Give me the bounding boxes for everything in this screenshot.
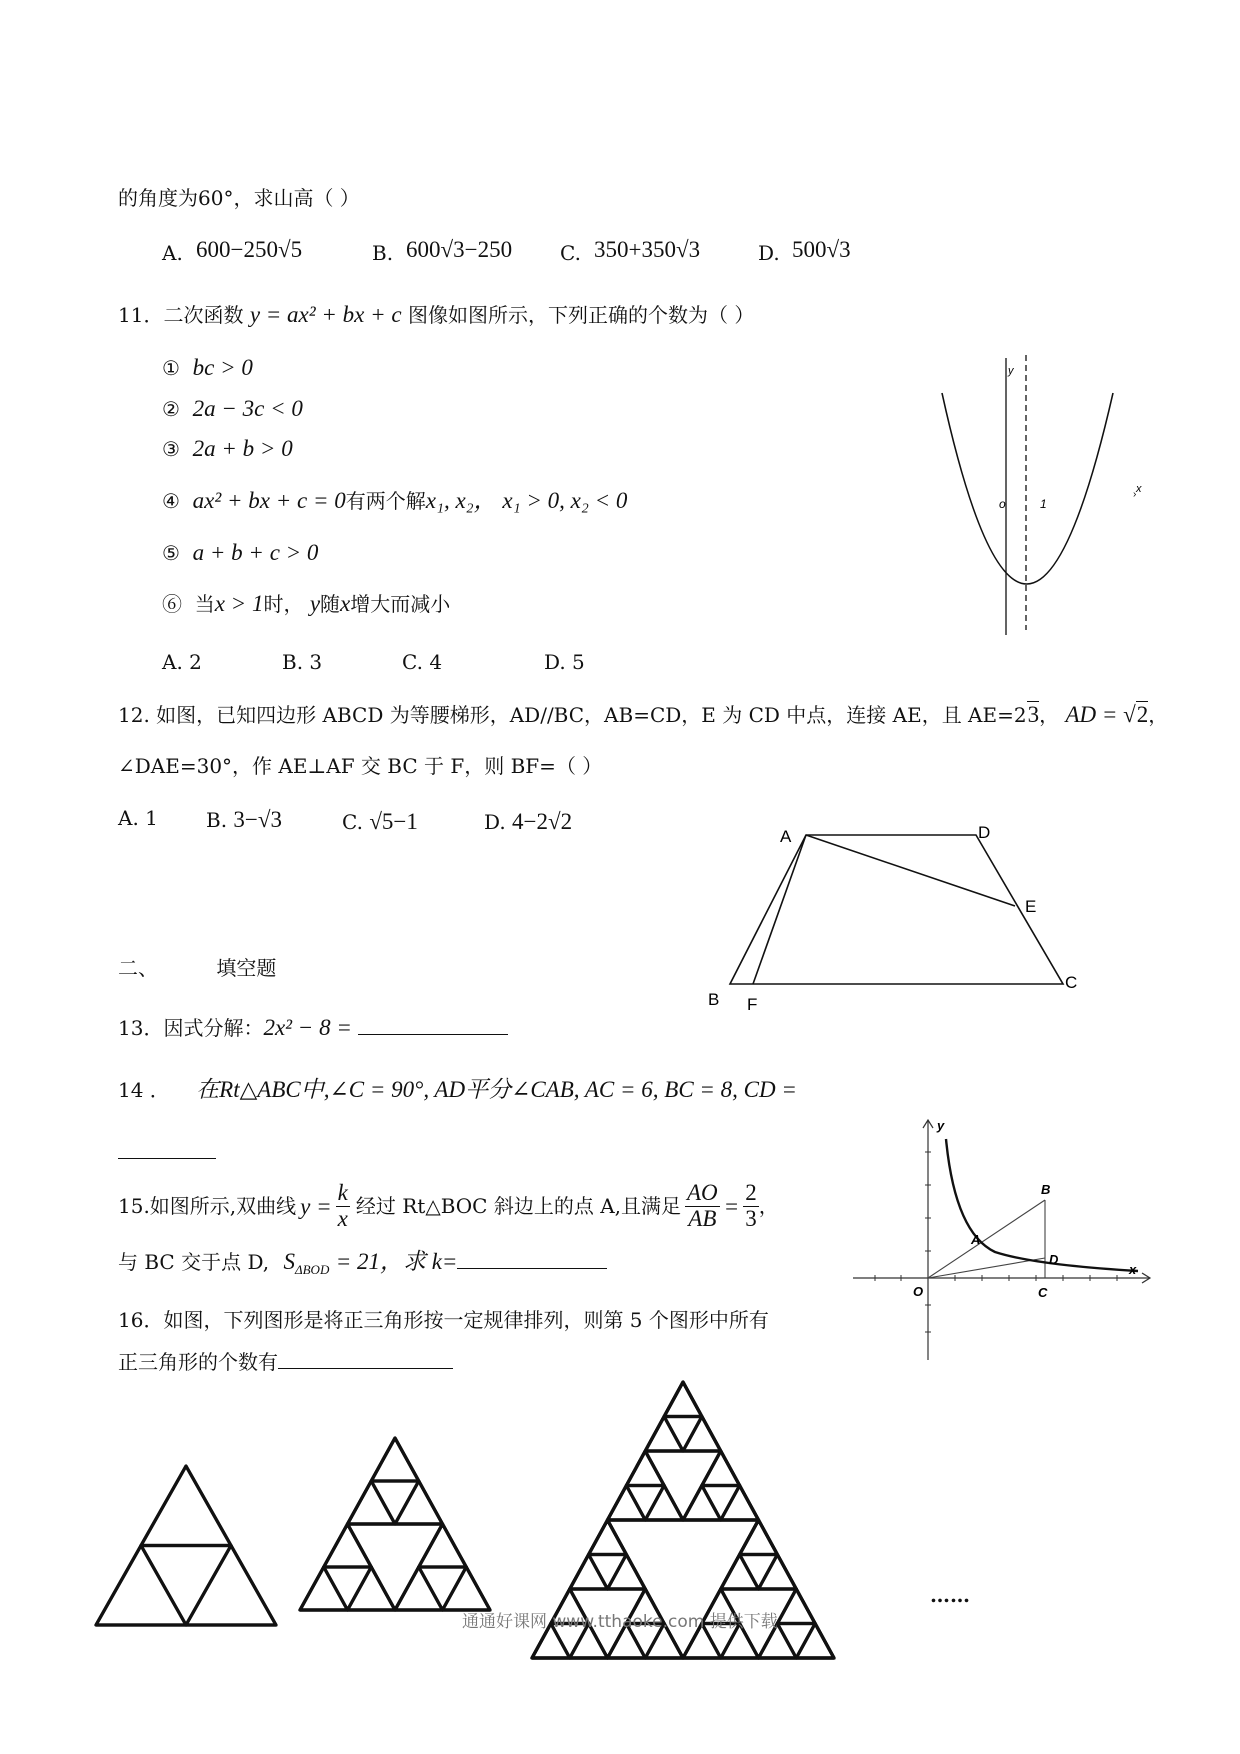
x-arrow-glyph: › (1133, 489, 1137, 500)
option-value: 5 (572, 650, 585, 674)
triangle-outline (348, 1567, 396, 1610)
point-d-label: D (978, 823, 991, 842)
frac-numerator: AO (687, 1180, 718, 1206)
item-mark: ③ (162, 437, 180, 461)
item-text: 有两个解 (345, 489, 426, 513)
section-number: 二、 (118, 956, 158, 980)
triangle-outline (664, 1382, 702, 1417)
frac-numerator: k (337, 1180, 348, 1206)
point-f-label: F (747, 995, 758, 1014)
q15-mid-text: 经过 Rt△BOC 斜边上的点 A,且满足 (355, 1194, 681, 1218)
triangle-outline (740, 1555, 778, 1590)
item-text-4: 增大而减小 (350, 592, 451, 616)
triangle-outline (626, 1486, 664, 1521)
q11-func: y = ax² + bx + c (249, 302, 402, 327)
q10-option-c-expr: 350+350√3 (594, 237, 701, 262)
point-d-label: D (1049, 1252, 1059, 1267)
triangle-outline (570, 1555, 608, 1590)
origin-label: o (999, 497, 1006, 511)
triangle-outline (683, 1417, 721, 1452)
point-a-label: A (971, 1232, 981, 1247)
triangle-outline (645, 1417, 683, 1452)
q10-option-a-label: A. (162, 241, 183, 265)
item-mark: ④ (162, 489, 180, 513)
triangle-outline (608, 1486, 646, 1521)
x-label: x (1129, 1262, 1137, 1277)
q10-stem-tail: 的角度为60°，求山高（ ） (118, 186, 360, 210)
triangle-outline (721, 1486, 759, 1521)
q10-option-d-label: D. (758, 241, 780, 265)
q12-line1-text: 12. 如图，已知四边形 ABCD 为等腰梯形，AD//BC，AB=CD，E 为 CD 中点，连接 AE，且 AE=2 (118, 703, 1027, 727)
section-title: 填空题 (216, 956, 277, 980)
q13-text: 13．因式分解： (118, 1016, 264, 1040)
triangle-outline (664, 1417, 702, 1452)
q10-option-c-label: C. (560, 241, 581, 265)
triangle-outline (186, 1546, 276, 1626)
q10-option-b-expr: 600√3−250 (406, 237, 513, 262)
q14-expr: 在Rt△ABC中,∠C = 90°, AD平分∠CAB, AC = 6, BC = 8, CD = (196, 1077, 797, 1102)
y-axis-label: y (1008, 365, 1014, 377)
option-expr: 1 (145, 806, 158, 830)
q12-line2: ∠DAE=30°，作 AE⊥AF 交 BC 于 F，则 BF=（ ） (118, 754, 603, 778)
item-text-2: 时， (263, 592, 304, 616)
q15-text: 15.如图所示,双曲线 (118, 1194, 297, 1218)
q11-stem-b: 图像如图所示，下列正确的个数为（ ） (407, 303, 755, 327)
option-label: A. (118, 806, 139, 830)
q16-line1: 16．如图，下列图形是将正三角形按一定规律排列，则第 5 个图形中所有 (118, 1308, 769, 1332)
y-label: y (937, 1118, 945, 1133)
triangle-outline (141, 1466, 231, 1546)
option-value: 3 (309, 650, 323, 674)
option-label: B. (282, 650, 304, 674)
triangle-outline (300, 1567, 348, 1610)
item-mark: ② (162, 397, 180, 421)
item-expr: ax² + bx + c = 0 (192, 488, 346, 513)
q15-s: S (283, 1249, 295, 1274)
one-label: 1 (1040, 497, 1047, 511)
q11-number: 11． (118, 303, 164, 327)
q16-line2-text: 正三角形的个数有 (118, 1350, 278, 1374)
triangle-outline (608, 1555, 646, 1590)
option-value: 2 (189, 650, 202, 674)
triangle-figure-1 (96, 1466, 276, 1625)
triangle-outline (443, 1567, 491, 1610)
point-b-label: B (1041, 1182, 1051, 1197)
triangle-outline (324, 1524, 372, 1567)
point-b-label: B (708, 990, 720, 1009)
item-text-3: 随 (320, 592, 341, 616)
point-a-label: A (780, 827, 792, 846)
triangle-outline (740, 1520, 778, 1555)
q15-line2-text: 与 BC 交于点 D, (118, 1250, 270, 1274)
option-label: C. (402, 650, 423, 674)
item-expr: 2a − 3c < 0 (192, 396, 303, 421)
q10-option-d-expr: 500√3 (792, 237, 851, 262)
triangle-outline (395, 1481, 443, 1524)
point-c-label: C (1065, 973, 1078, 992)
option-expr: 4−2√2 (512, 809, 573, 834)
triangle-outline (419, 1524, 467, 1567)
q15-y-eq: y = (300, 1193, 332, 1219)
item-expr-x: x (340, 591, 351, 616)
triangle-outline (141, 1546, 231, 1626)
triangle-outline (683, 1486, 721, 1521)
triangle-outline (589, 1555, 627, 1590)
q10-option-a-expr: 600−250√5 (196, 237, 303, 262)
triangle-outline (702, 1451, 740, 1486)
item-expr: bc > 0 (192, 355, 253, 380)
q12-sqrt2: 2 (1136, 702, 1149, 727)
frac-denominator: x (337, 1205, 348, 1231)
triangle-outline (96, 1546, 186, 1626)
option-label: D. (484, 810, 506, 834)
q14-number: 14 ． (118, 1078, 170, 1102)
triangle-outline (419, 1567, 467, 1610)
x-axis-label: x (1136, 483, 1142, 495)
triangle-outline (777, 1624, 815, 1659)
triangle-outline (721, 1555, 759, 1590)
point-e-label: E (1025, 897, 1037, 916)
option-label: C. (342, 810, 363, 834)
item-text: 当 (194, 592, 215, 616)
item-expr-2: x₁, x₂， x₁ > 0, x₂ < 0 (425, 488, 628, 513)
item-mark: ⑥ (162, 592, 182, 616)
origin-label: O (913, 1284, 924, 1299)
option-label: A. (162, 650, 183, 674)
q13-expr: 2x² − 8 = (263, 1015, 352, 1040)
triangle-outline (759, 1555, 797, 1590)
option-value: 4 (429, 650, 443, 674)
triangle-outline (371, 1438, 419, 1481)
triangle-outline (348, 1481, 396, 1524)
q12-ad-eq: AD = (1065, 702, 1124, 727)
frac-numerator: 2 (745, 1180, 757, 1206)
triangle-outline (626, 1451, 664, 1486)
triangle-outline (324, 1567, 372, 1610)
q15-s-sub: ΔBOD (294, 1262, 330, 1277)
triangle-outline (589, 1520, 627, 1555)
frac-denominator: AB (688, 1205, 717, 1231)
triangle-outline (702, 1486, 740, 1521)
q12-sep: ， (1039, 703, 1060, 727)
q11-stem-a: 二次函数 (163, 303, 244, 327)
triangle-outline (645, 1486, 683, 1521)
option-label: D. (544, 650, 566, 674)
triangle-outline (395, 1567, 443, 1610)
option-expr: 3−√3 (233, 807, 283, 832)
watermark: 通通好课网 www.tthaoke.com 提供下载 (462, 1612, 778, 1632)
option-expr: √5−1 (369, 809, 418, 834)
frac-denominator: 3 (745, 1205, 757, 1231)
q16-ellipsis: …… (930, 1583, 970, 1607)
option-label: B. (206, 808, 228, 832)
item-expr: a + b + c > 0 (192, 540, 319, 565)
q15-eq: = (723, 1193, 740, 1219)
point-c-label: C (1038, 1285, 1048, 1300)
triangle-outline (371, 1481, 419, 1524)
item-expr-y: y (309, 591, 321, 616)
triangle-outline (777, 1589, 815, 1624)
q15-end: ， (758, 1194, 779, 1218)
q12-sep2: ， (1148, 703, 1169, 727)
item-expr: 2a + b > 0 (192, 436, 293, 461)
triangle-figure-2 (300, 1438, 490, 1610)
item-mark: ⑤ (162, 541, 180, 565)
triangle-outline (796, 1624, 834, 1659)
q12-root-glyph: √ (1123, 702, 1136, 727)
q15-line2-eq: = 21，求 k= (335, 1249, 458, 1274)
q12-sqrt3: 3 (1027, 702, 1040, 727)
item-expr: x > 1 (214, 591, 264, 616)
q10-option-b-label: B. (372, 241, 394, 265)
item-mark: ① (162, 356, 180, 380)
